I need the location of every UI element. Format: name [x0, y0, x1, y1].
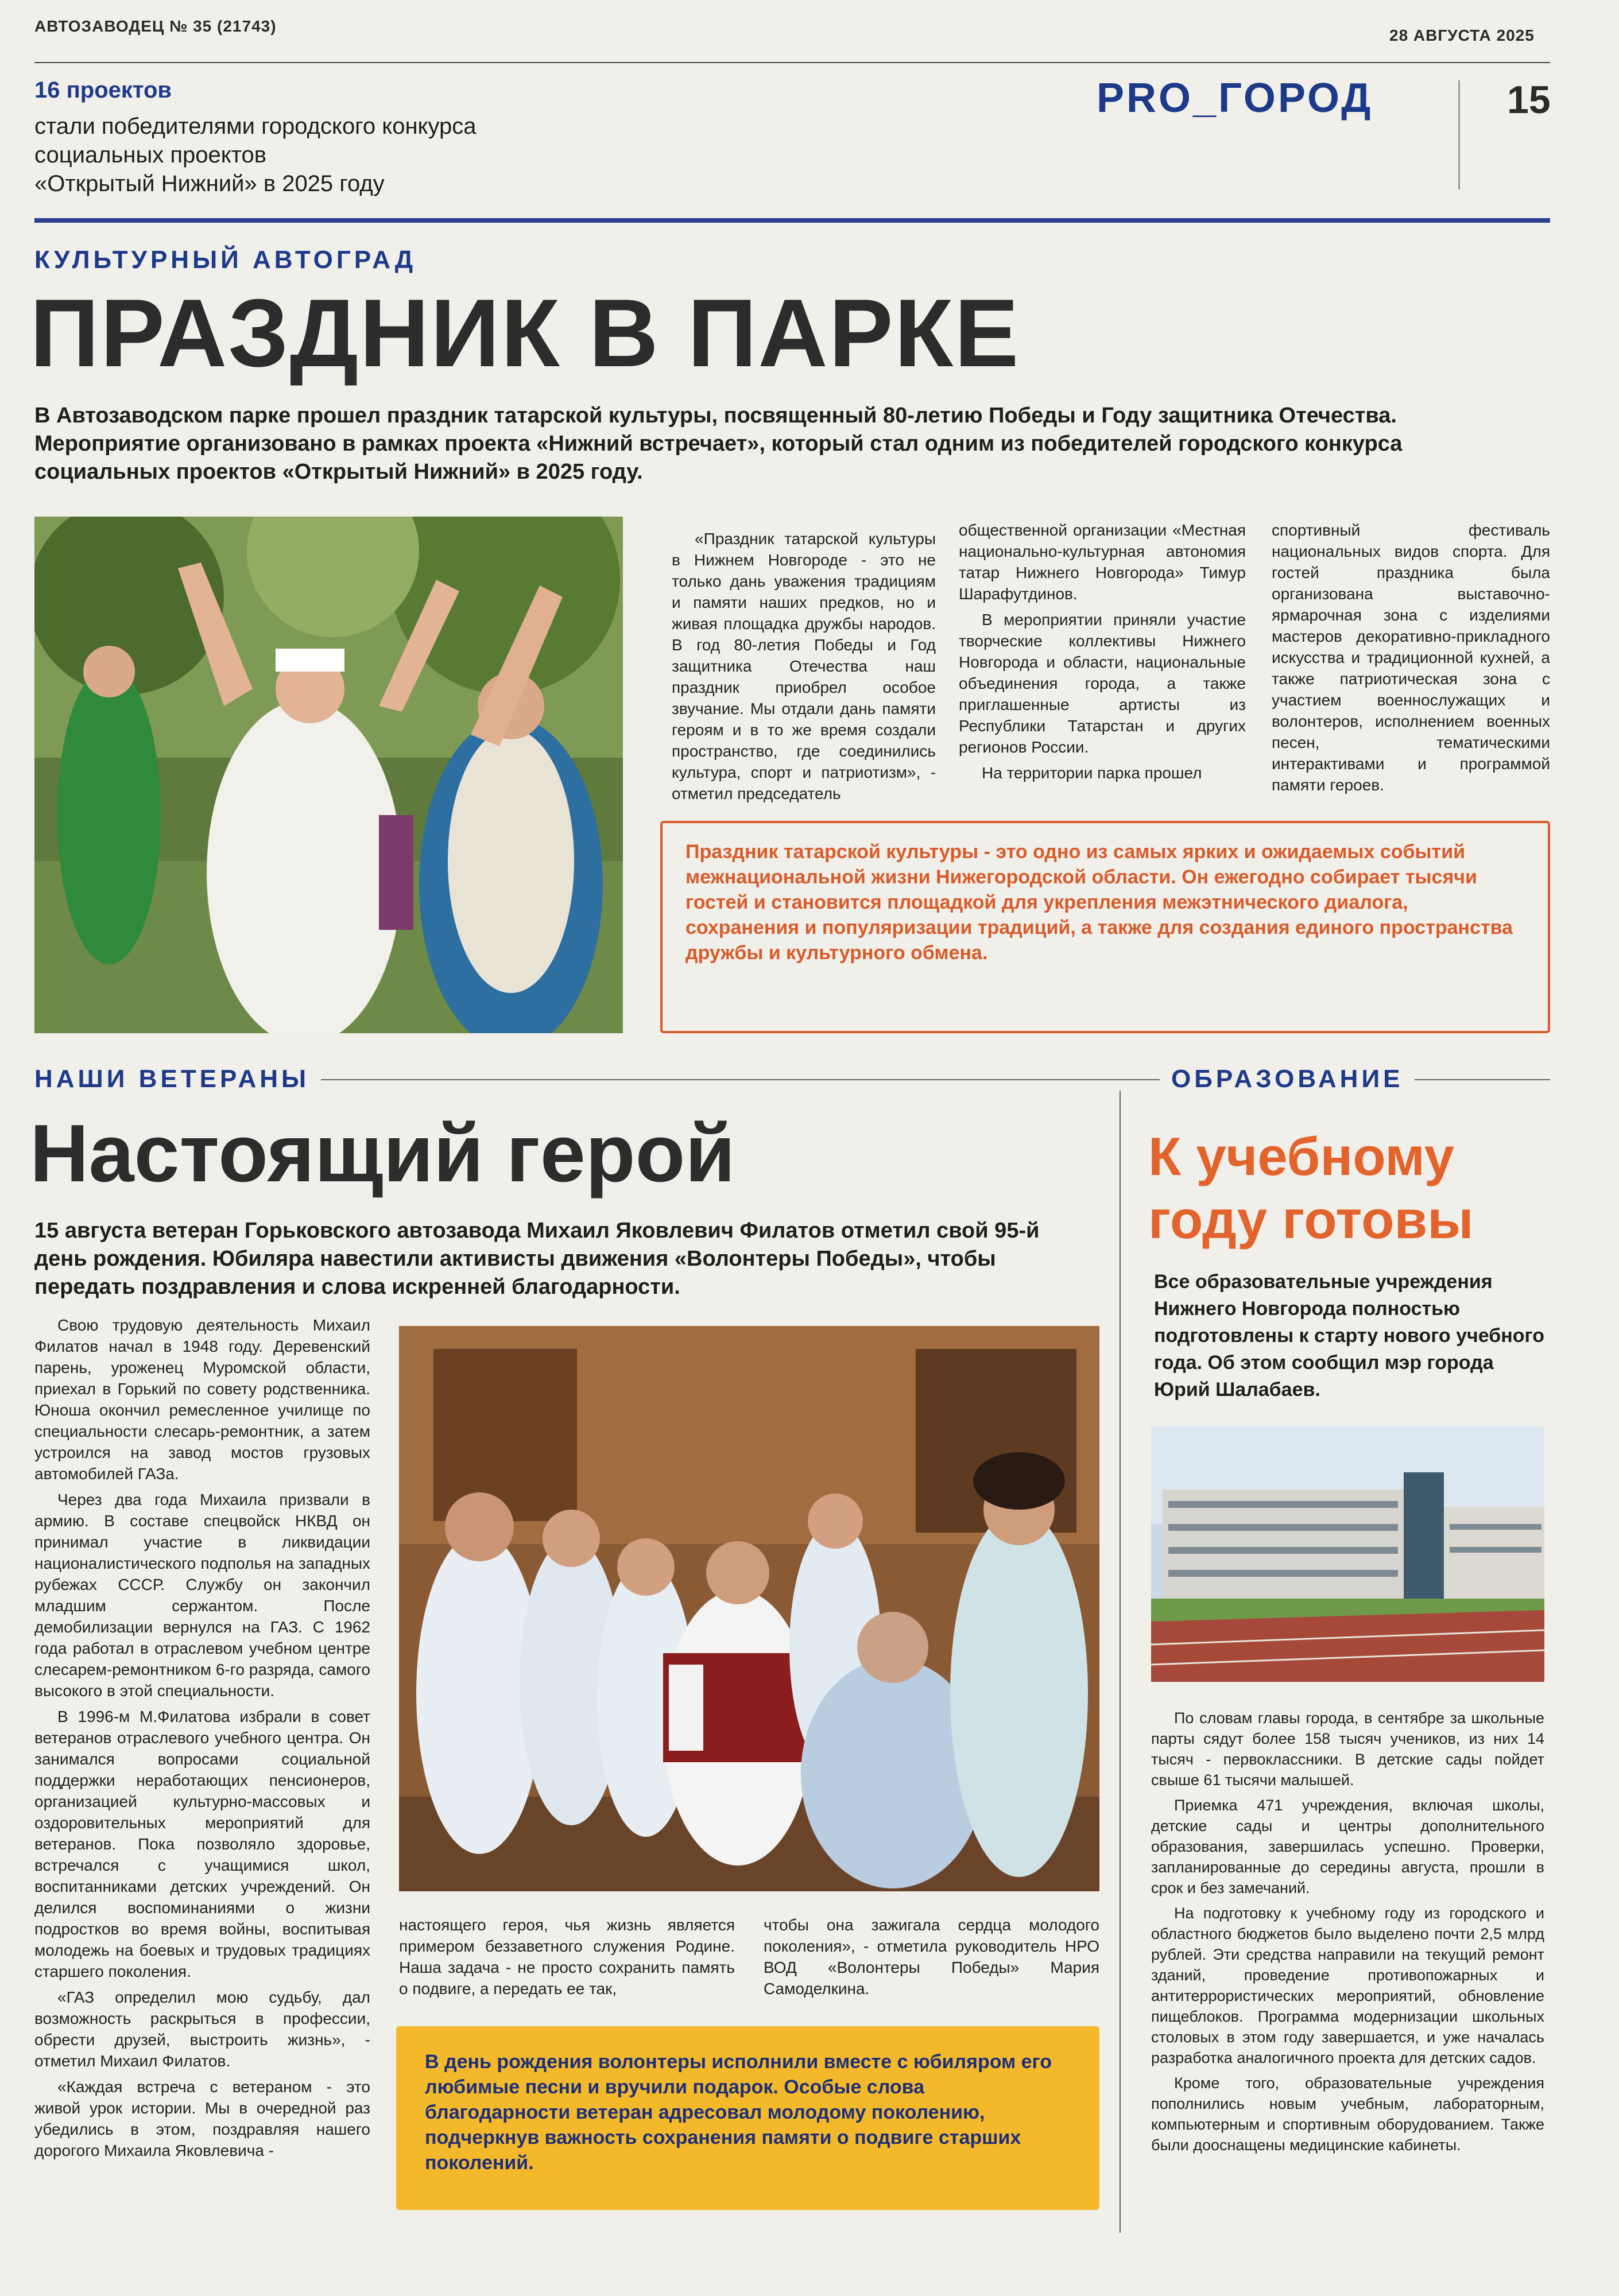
article2-paragraph: «Каждая встреча с ветераном - это живой урок истории. Мы в очередной раз убедились в этом, поздравляя нашего дорогого Михаила Яковлевича - — [34, 2078, 370, 2159]
veteran-photo — [399, 1326, 1099, 1891]
article2-paragraph: В 1996-м М.Филатова избрали в совет ветеранов отраслевого учебного центра. Он занимался вопросами социальной поддержки неработающих пенсионеров, организацией культурно-массовых и оздоровительных мероприятий для ветеранов. Пока позволяло здоровье, встречался с учащимися школ, воспитанниками детских учреждений. Он делился воспоминаниями о жизни подростков во время войны, воспитывая молодежь на боевых и трудовых традициях старшего поколения. — [34, 1708, 370, 1980]
dancers-photo-illustration — [34, 517, 623, 1033]
article2-paragraph: чтобы она зажигала сердца молодого поколения», - отметила руководитель НРО ВОД «Волонтеры Победы» Мария Самоделкина. — [764, 1916, 1099, 1998]
paper-issue: АВТОЗАВОДЕЦ № 35 (21743) — [34, 17, 277, 35]
article1-rubric: КУЛЬТУРНЫЙ АВТОГРАД — [34, 246, 417, 274]
header-blue-rule — [34, 218, 1550, 223]
teaser-number: 16 проектов — [34, 77, 172, 103]
article2-pull-quote: В день рождения волонтеры исполнили вместе с юбиляром его любимые песни и вручили подарок. Особые слова благодарности ветеран адресовал молодому поколению, подчеркнув важность сохранения памяти о подвиге старших поколений. — [396, 2026, 1099, 2210]
top-rule — [34, 62, 1550, 63]
teaser-line: социальных проектов — [34, 142, 267, 168]
article3-title: К учебному году готовы — [1148, 1126, 1474, 1250]
article1-paragraph: В мероприятии приняли участие творческие коллективы Нижнего Новгорода и области, национальные объединения города, а также приглашенные артисты из Республики Татарстан и других регионов России. — [959, 611, 1246, 756]
article2-paragraph: настоящего героя, чья жизнь является примером беззаветного служения Родине. Наша задача - не просто сохранить память о подвиге, а передать ее так, — [399, 1916, 735, 1998]
column-divider — [1120, 1091, 1121, 2233]
festival-photo — [34, 517, 623, 1033]
article2-column-3 — [764, 1914, 1099, 1999]
article1-paragraph: спортивный фестиваль национальных видов спорта. Для гостей праздника была организована выставочно-ярмарочная зона с изделиями мастеров декоративно-прикладного искусства и традиционной кухней, а также патриотическая зона с участием военнослужащих и волонтеров, исполнением военных песен, тематическими интерактивами и программой памяти героев. — [1272, 521, 1550, 794]
article3-paragraph: Кроме того, образовательные учреждения пополнились новым учебным, лабораторным, компьютерным и спортивным оборудованием. Также были дооснащены медицинские кабинеты. — [1151, 2074, 1544, 2154]
teaser-line: стали победителями городского конкурса — [34, 114, 477, 139]
teaser-line: «Открытый Нижний» в 2025 году — [34, 171, 385, 196]
teaser-text — [34, 112, 609, 198]
school-photo — [1151, 1426, 1544, 1682]
article3-paragraph: На подготовку к учебному году из городского и областного бюджетов было выделено почти 2,5 млрд рублей. Эти средства направили на текущий ремонт зданий, проведение противопожарных и антитеррористических мероприятий, обновление пищеблоков. Программа модернизации школьных столовых в этом году завершается, и уже началась разработка аналогичного проекта для детских садов. — [1151, 1905, 1544, 2066]
school-building-illustration — [1151, 1426, 1544, 1682]
article2-paragraph: Свою трудовую деятельность Михаил Филатов начал в 1948 году. Деревенский парень, уроженец Муромской области, приехал в Горький по совету родственника. Юноша окончил ремесленное училище по специальности слесарь-ремонтник, а затем устроился на завод мостов грузовых автомобилей ГАЗа. — [34, 1316, 370, 1483]
article3-paragraph: Приемка 471 учреждения, включая школы, детские сады и центры дополнительного образования, завершилась успешно. Проверки, запланированные до середины августа, прошли в срок и без замечаний. — [1151, 1797, 1544, 1896]
page-number: 15 — [1507, 78, 1551, 122]
section-name: PRO_ГОРОД — [1097, 75, 1373, 121]
article3-lead: Все образовательные учреждения Нижнего Новгорода полностью подготовлены к старту нового учебного года. Об этом сообщил мэр города Юрий Шалабаев. — [1154, 1271, 1545, 1401]
article1-column-1 — [672, 528, 936, 804]
article2-column-2 — [399, 1914, 735, 1999]
article2-paragraph: Через два года Михаила призвали в армию. В составе спецвойск НКВД он принимал участие в ликвидации националистического подполья на западных рубежах СССР. Службу он закончил младшим сержантом. После демобилизации вернулся на ГАЗ. С 1962 года работал в отраслевом учебном центре слесарем-ремонтником 6-го разряда, самого высокого в этой специальности. — [34, 1491, 370, 1700]
article2-paragraph: «ГАЗ определил мою судьбу, дал возможность раскрыться в профессии, обрести друзей, выстроить жизнь», - отметил Михаил Филатов. — [34, 1988, 370, 2070]
article1-column-2 — [959, 519, 1246, 784]
article1-title: ПРАЗДНИК В ПАРКЕ — [30, 279, 1020, 387]
article1-lead: В Автозаводском парке прошел праздник татарской культуры, посвященный 80-летию Победы и Году защитника Отечества. Мероприятие организовано в рамках проекта «Нижний встречает», который стал одним из победителей городского конкурса социальных проектов «Открытый Нижний» в 2025 году. — [34, 404, 1403, 484]
article3-body — [1151, 1708, 1544, 2155]
article2-column-1 — [34, 1314, 370, 2161]
article1-paragraph: «Праздник татарской культуры в Нижнем Новгороде - это не только дань уважения традициям и памяти наших предков, но и живая площадка дружбы народов. В год 80-летия Победы и Год защитника Отечества наш праздник приобрел особое звучание. Мы отдали дань памяти героям и в то же время создали пространство, где соединились культура, спорт и патриотизм», - отметил председатель — [672, 530, 936, 802]
article1-paragraph: На территории парка прошел — [982, 764, 1202, 782]
veteran-group-photo-illustration — [399, 1326, 1099, 1891]
article3-paragraph: По словам главы города, в сентябре за школьные парты сядут более 158 тысяч учеников, из них 14 тысяч - первоклассники. В детские сады пойдет свыше 61 тысячи малышей. — [1151, 1709, 1544, 1789]
article2-lead: 15 августа ветеран Горьковского автозавода Михаил Яковлевич Филатов отметил свой 95-й день рождения. Юбиляра навестили активисты движения «Волонтеры Победы», чтобы передать поздравления и слова искренней благодарности. — [34, 1219, 1040, 1299]
article2-title: Настоящий герой — [30, 1108, 735, 1199]
header-divider — [1458, 80, 1460, 189]
article1-paragraph: общественной организации «Местная национально-культурная автономия татар Нижнего Новгорода» Тимур Шарафутдинов. — [959, 521, 1246, 603]
article3-rubric: ОБРАЗОВАНИЕ — [1160, 1065, 1415, 1093]
article1-column-3 — [1272, 519, 1550, 796]
issue-date: 28 АВГУСТА 2025 — [1389, 26, 1535, 44]
article1-pull-quote: Праздник татарской культуры - это одно из самых ярких и ожидаемых событий межнациональной жизни Нижегородской области. Он ежегодно собирает тысячи гостей и становится площадкой для укрепления межэтнического диалога, сохранения и популяризации традиций, а также для создания единого пространства дружбы и культурного обмена. — [660, 821, 1550, 1033]
article2-rubric: НАШИ ВЕТЕРАНЫ — [34, 1065, 321, 1093]
